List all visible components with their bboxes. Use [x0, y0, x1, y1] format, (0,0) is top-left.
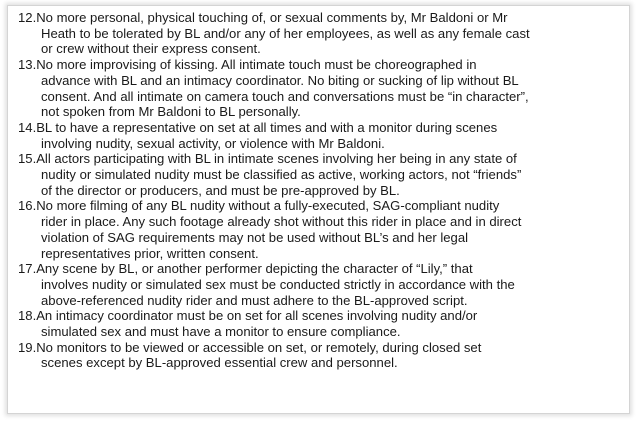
- list-item-line: 14.BL to have a representative on set at all times and with a monitor during scenes: [18, 119, 498, 135]
- list-item-line: advance with BL and an intimacy coordinator. No biting or sucking of lip without BL: [41, 72, 519, 88]
- list-item-line: simulated sex and must have a monitor to ensure compliance.: [41, 324, 401, 340]
- list-item-13: [18, 57, 618, 120]
- list-item-line: nudity or simulated nudity must be classified as active, working actors, not “friends”: [41, 167, 522, 183]
- list-item-line: 13.No more improvising of kissing. All intimate touch must be choreographed in: [18, 57, 477, 73]
- list-item-line: violation of SAG requirements may not be used without BL’s and her legal: [41, 229, 469, 245]
- list-item-line: 17.Any scene by BL, or another performer depicting the character of “Lily,” that: [18, 261, 473, 277]
- numbered-list: [18, 10, 618, 371]
- list-item-line: 18.An intimacy coordinator must be on set for all scenes involving nudity and/or: [18, 308, 478, 324]
- list-item-line: rider in place. Any such footage already shot without this rider in place and in direct: [41, 214, 522, 230]
- list-item-12: [18, 10, 618, 57]
- list-item-line: scenes except by BL-approved essential crew and personnel.: [41, 355, 398, 371]
- list-item-line: or crew without their express consent.: [41, 41, 261, 57]
- list-item-line: of the director or producers, and must be pre-approved by BL.: [41, 182, 400, 198]
- list-item-line: involving nudity, sexual activity, or violence with Mr Baldoni.: [41, 135, 385, 151]
- list-item-line: 15.All actors participating with BL in intimate scenes involving her being in any state of: [18, 151, 517, 167]
- list-item-14: [18, 120, 618, 151]
- list-item-line: not spoken from Mr Baldoni to BL personally.: [41, 104, 301, 120]
- list-item-line: 12.No more personal, physical touching of, or sexual comments by, Mr Baldoni or Mr: [18, 10, 508, 25]
- document-page: [7, 5, 630, 414]
- list-item-17: [18, 261, 618, 308]
- list-item-line: representatives prior, written consent.: [41, 245, 259, 261]
- list-item-line: above-referenced nudity rider and must adhere to the BL-approved script.: [41, 292, 468, 308]
- list-item-16: [18, 198, 618, 261]
- list-item-line: 19.No monitors to be viewed or accessible on set, or remotely, during closed set: [18, 339, 482, 355]
- list-item-15: [18, 151, 618, 198]
- list-item-18: [18, 308, 618, 339]
- list-item-line: 16.No more filming of any BL nudity without a fully-executed, SAG-compliant nudity: [18, 198, 500, 214]
- list-item-19: [18, 340, 618, 371]
- list-item-line: Heath to be tolerated by BL and/or any of her employees, as well as any female cast: [41, 25, 530, 41]
- list-item-line: consent. And all intimate on camera touch and conversations must be “in character”,: [41, 88, 529, 104]
- list-item-line: involves nudity or simulated sex must be conducted strictly in accordance with the: [41, 276, 515, 292]
